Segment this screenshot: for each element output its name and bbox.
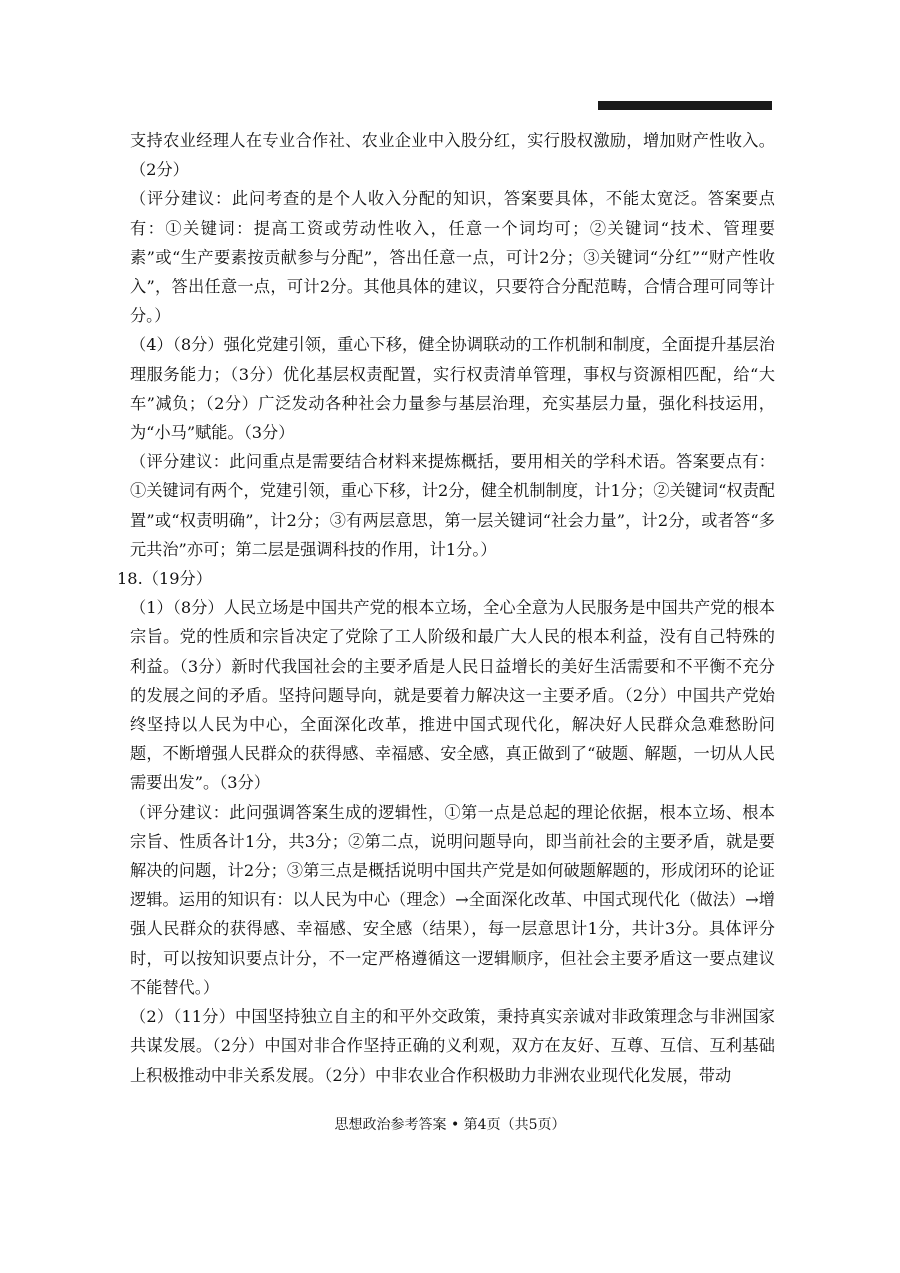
paragraph-income-end: 支持农业经理人在专业合作社、农业企业中入股分红，实行股权激励，增加财产性收入。（2分） (130, 131, 775, 180)
answer-content (117, 126, 775, 1090)
scoring-note-q3: （评分建议：此问考查的是个人收入分配的知识，答案要具体，不能太宽泛。答案要点有：①关键词：提高工资或劳动性收入，任意一个词均可；②关键词“技术、管理要素”或“生产要素按贡献参与分配”，答出任意一点，可计2分；③关键词“分红”“财产性收入”，答出任意一点，可计2分。其他具体的建议，只要符合分配范畴，合情合理可同等计分。） (130, 189, 775, 326)
answer-18-1: （1）（8分）人民立场是中国共产党的根本立场，全心全意为人民服务是中国共产党的根本宗旨。党的性质和宗旨决定了党除了工人阶级和最广大人民的根本利益，没有自己特殊的利益。（3分）新时代我国社会的主要矛盾是人民日益增长的美好生活需要和不平衡不充分的发展之间的矛盾。坚持问题导向，就是要着力解决这一主要矛盾。（2分）中国共产党始终坚持以人民为中心，全面深化改革，推进中国式现代化，解决好人民群众急难愁盼问题，不断增强人民群众的获得感、幸福感、安全感，真正做到了“破题、解题，一切从人民需要出发”。（3分） (130, 598, 775, 793)
answer-q4: （4）（8分）强化党建引领，重心下移，健全协调联动的工作机制和制度，全面提升基层治理服务能力；（3分）优化基层权责配置，实行权责清单管理，事权与资源相匹配，给“大车”减负；（2分）广泛发动各种社会力量参与基层治理，充实基层力量，强化科技运用，为“小马”赋能。（3分） (130, 335, 775, 443)
header-rule (598, 101, 772, 110)
scoring-note-q4: （评分建议：此问重点是需要结合材料来提炼概括，要用相关的学科术语。答案要点有：①关键词有两个，党建引领，重心下移，计2分，健全机制制度，计1分；②关键词“权责配置”或“权责明确”，计2分；③有两层意思，第一层关键词“社会力量”，计2分，或者答“多元共治”亦可；第二层是强调科技的作用，计1分。） (130, 452, 775, 559)
page-footer: 思想政治参考答案 • 第4页（共5页） (334, 1117, 566, 1133)
question-18-heading: 18.（19分） (117, 569, 212, 589)
scoring-note-18-1: （评分建议：此问强调答案生成的逻辑性，①第一点是总起的理论依据，根本立场、根本宗旨、性质各计1分，共3分；②第二点，说明问题导向，即当前社会的主要矛盾，就是要解决的问题，计2分；③第三点是概括说明中国共产党是如何破题解题的，形成闭环的论证逻辑。运用的知识有：以人民为中心（理念）→全面深化改革、中国式现代化（做法）→增强人民群众的获得感、幸福感、安全感（结果），每一层意思计1分，共计3分。具体评分时，可以按知识要点计分，不一定严格遵循这一逻辑顺序，但社会主要矛盾这一要点建议不能替代。） (130, 802, 775, 997)
answer-18-2: （2）（11分）中国坚持独立自主的和平外交政策，秉持真实亲诚对非政策理念与非洲国家共谋发展。（2分）中国对非合作坚持正确的义利观，双方在友好、互尊、互信、互利基础上积极推动中非关系发展。（2分）中非农业合作积极助力非洲农业现代化发展，带动 (130, 1007, 775, 1085)
